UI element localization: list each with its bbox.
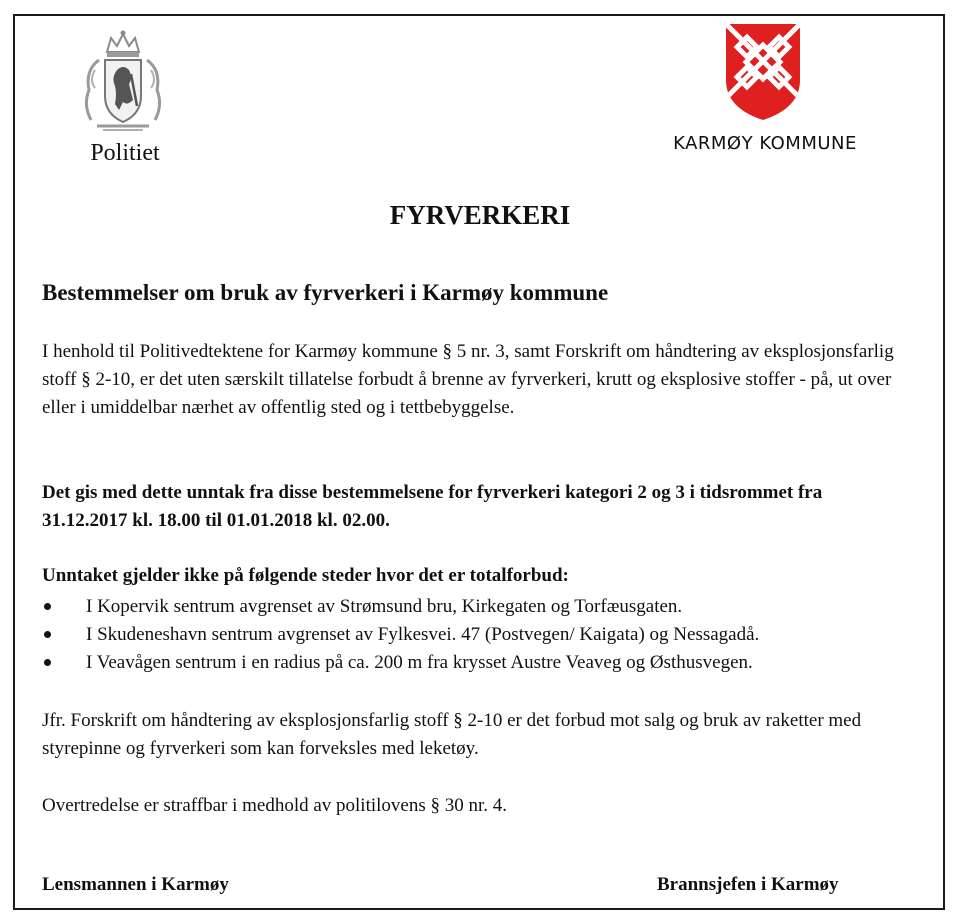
page-title: FYRVERKERI [389, 200, 571, 230]
sales-ban-paragraph: Jfr. Forskrift om håndtering av eksplosjonsfarlig stoff § 2-10 er det forbud mot salg og bruk av raketter med styrepinne og fyrverkeri som kan forveksles med leketøy. [42, 710, 862, 759]
list-item [42, 621, 922, 649]
signature-left: Lensmannen i Karmøy [42, 874, 229, 895]
karmoy-coat-of-arms-icon [724, 22, 802, 122]
police-emblem-icon [77, 30, 169, 134]
bullet-icon [44, 603, 51, 610]
signature-right: Brannsjefen i Karmøy [657, 874, 839, 895]
karmoy-kommune-label: KARMØY KOMMUNE [673, 133, 857, 154]
exception-paragraph: Det gis med dette unntak fra disse bestemmelsene for fyrverkeri kategori 2 og 3 i tidsrommet fra 31.12.2017 kl. 18.00 til 01.01.2018 kl. 02.00. [42, 482, 823, 531]
bullet-icon [44, 659, 51, 666]
list-item [42, 593, 922, 621]
police-label: Politiet [90, 140, 160, 166]
bullet-icon [44, 631, 51, 638]
page-subtitle: Bestemmelser om bruk av fyrverkeri i Karmøy kommune [42, 280, 609, 305]
list-item-text: I Skudeneshavn sentrum avgrenset av Fylkesvei. 47 (Postvegen/ Kaigata) og Nessagadå. [86, 624, 760, 645]
total-ban-heading: Unntaket gjelder ikke på følgende steder hvor det er totalforbud: [42, 565, 569, 586]
list-item-text: I Veavågen sentrum i en radius på ca. 200 m fra krysset Austre Veaveg og Østhusvegen. [86, 652, 753, 673]
list-item [42, 649, 922, 677]
intro-paragraph: I henhold til Politivedtektene for Karmøy kommune § 5 nr. 3, samt Forskrift om håndtering av eksplosjonsfarlig stoff § 2-10, er det uten særskilt tillatelse forbudt å brenne av fyrverkeri, krutt og eksplosive stoffer - på, ut over eller i umiddelbar nærhet av offentlig sted og i tettbebyggelse. [42, 341, 894, 418]
penalty-paragraph: Overtredelse er straffbar i medhold av politilovens § 30 nr. 4. [42, 795, 508, 816]
total-ban-list [42, 593, 922, 677]
list-item-text: I Kopervik sentrum avgrenset av Strømsund bru, Kirkegaten og Torfæusgaten. [86, 596, 683, 617]
